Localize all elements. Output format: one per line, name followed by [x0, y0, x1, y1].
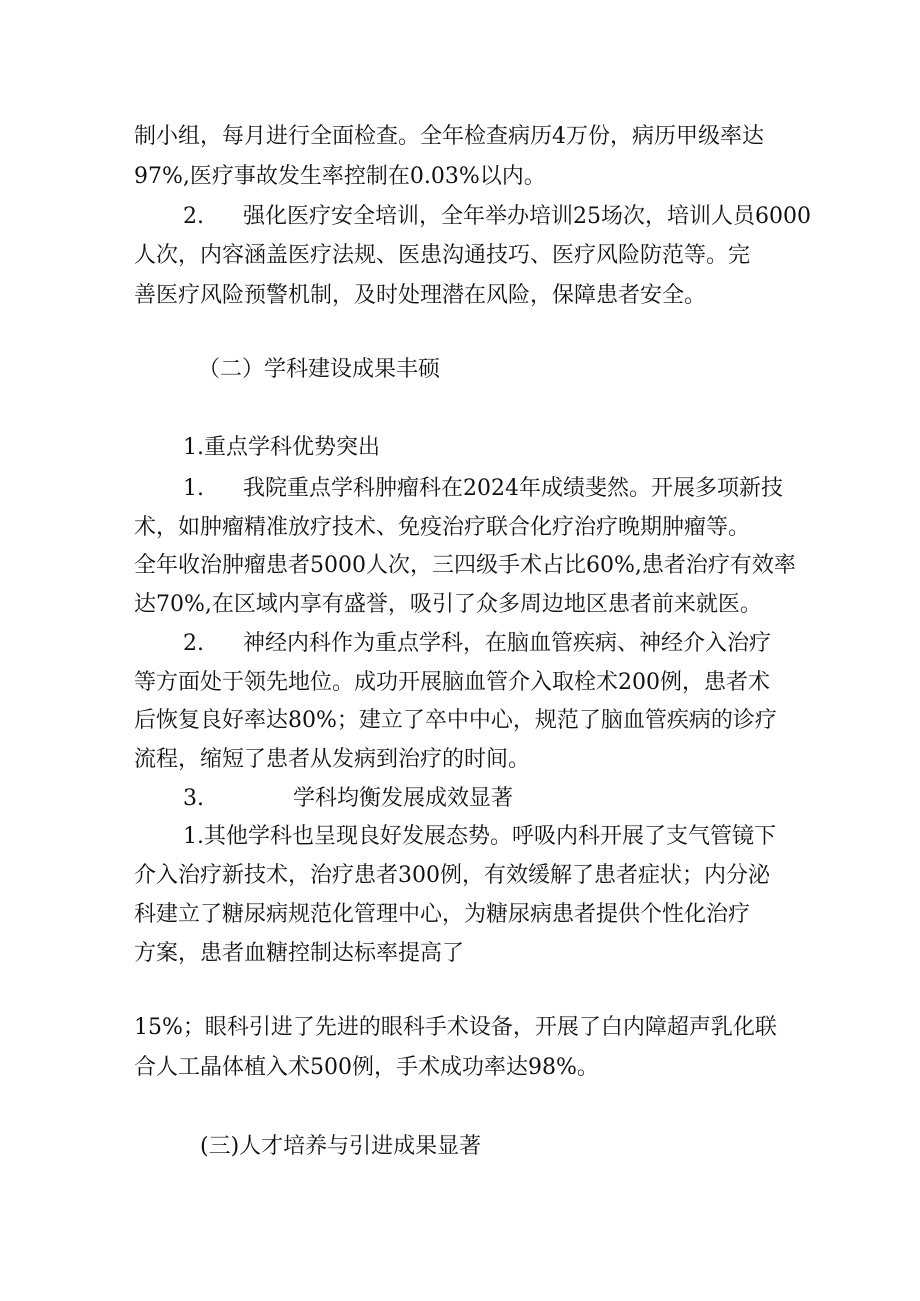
text-line: 全年收治肿瘤患者5000人次，三四级手术占比60%,患者治疗有效率 [134, 553, 796, 578]
section-heading: (三)人才培养与引进成果显著 [200, 1134, 482, 1159]
list-item-text: 强化医疗安全培训，全年举办培训25场次，培训人员6000 [243, 204, 811, 229]
text-line: 科建立了糖尿病规范化管理中心，为糖尿病患者提供个性化治疗 [134, 902, 751, 927]
list-item [183, 202, 811, 232]
list-item [183, 474, 783, 504]
text-line: 97%,医疗事故发生率控制在0.03%以内。 [134, 164, 546, 189]
list-number: 1. [183, 476, 204, 501]
list-number: 2. [183, 204, 204, 229]
text-line: 流程，缩短了患者从发病到治疗的时间。 [134, 747, 531, 772]
text-line: 术，如肿瘤精准放疗技术、免疫治疗联合化疗治疗晚期肿瘤等。 [134, 515, 751, 540]
list-item-text: 学科均衡发展成效显著 [293, 786, 514, 811]
text-line: 制小组，每月进行全面检查。全年检查病历4万份，病历甲级率达 [134, 124, 764, 149]
subsection-heading: 1.重点学科优势突出 [183, 435, 380, 460]
text-line: 方案，患者血糖控制达标率提高了 [134, 941, 465, 966]
text-line: 介入治疗新技术，治疗患者300例，有效缓解了患者症状；内分泌 [134, 863, 770, 888]
section-heading: （二）学科建设成果丰硕 [198, 357, 441, 382]
text-line: 15%；眼科引进了先进的眼科手术设备，开展了白内障超声乳化联 [134, 1015, 777, 1040]
text-line: 等方面处于领先地位。成功开展脑血管介入取栓术200例，患者术 [134, 670, 770, 695]
text-line: 人次，内容涵盖医疗法规、医患沟通技巧、医疗风险防范等。完 [134, 243, 751, 268]
list-number: 3. [183, 786, 204, 811]
text-line: 合人工晶体植入术500例，手术成功率达98%。 [134, 1055, 599, 1080]
text-line: 善医疗风险预警机制，及时处理潜在风险，保障患者安全。 [134, 283, 707, 308]
list-item-text: 神经内科作为重点学科，在脑血管疾病、神经介入治疗 [243, 631, 772, 656]
text-line: 后恢复良好率达80%；建立了卒中中心，规范了脑血管疾病的诊疗 [134, 708, 777, 733]
list-number: 2. [183, 631, 204, 656]
text-line: 1.其他学科也呈现良好发展态势。呼吸内科开展了支气管镜下 [183, 824, 776, 849]
list-item [183, 629, 771, 659]
text-line: 达70%,在区域内享有盛誉，吸引了众多周边地区患者前来就医。 [134, 592, 762, 617]
list-item [183, 784, 513, 814]
list-item-text: 我院重点学科肿瘤科在2024年成绩斐然。开展多项新技 [243, 476, 783, 501]
